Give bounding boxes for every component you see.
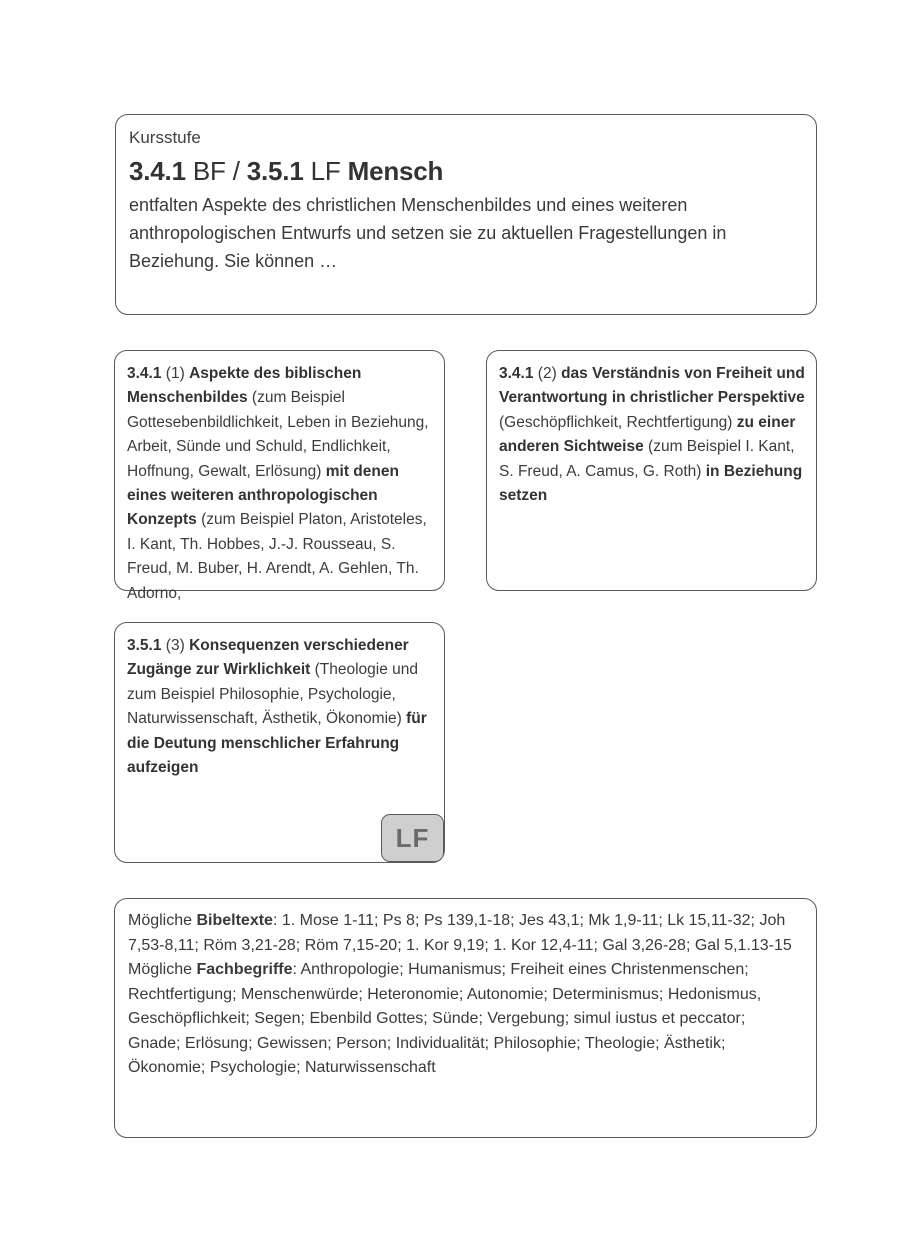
bible-list: : 1. Mose 1-11; Ps 8; Ps 139,1-18; Jes 43,1; Mk 1,9-11; Lk 15,11-32; Joh 7,53-8,11; Röm 3,21-28; Röm 7,15-20; 1. Kor 9,19; 1. Kor 12,4-11; Gal 3,26-28; Gal 5,1.13-15 (128, 912, 792, 954)
title-tag-lf: LF (310, 156, 341, 186)
footer-box (114, 898, 817, 1138)
lf-badge: LF (381, 814, 444, 862)
technical-terms (128, 958, 802, 1081)
competency-text: (zum Beispiel I. Kant, S. Freud, A. Camus, G. Roth) (499, 438, 795, 480)
course-level-label: Kursstufe (129, 128, 201, 147)
terms-list: : Anthropologie; Humanismus; Freiheit eines Christenmenschen; Rechtfertigung; Menschenwürde; Heteronomie; Autonomie; Determinismus; Hedonismus, Geschöpflichkeit; Segen; Ebenbild Gottes; Sünde; Vergebung; simul iustus et peccator; Gnade; Erlösung; Gewissen; Person; Individualität; Philosophie; Theologie; Ästhetik; Ökonomie; Psychologie; Naturwissenschaft (128, 961, 762, 1076)
competency-number: (3) (165, 637, 185, 654)
competency-bold: zu einer anderen Sichtweise (499, 413, 796, 456)
competency-bold: in Beziehung setzen (499, 462, 803, 505)
competency-bold: das Verständnis von Freiheit und Verantwortung in christlicher Perspektive (499, 365, 805, 407)
competency-box-341-1 (114, 350, 445, 602)
header-box (115, 114, 817, 315)
competency-box-351-3 (114, 622, 445, 863)
title-code-lf: 3.5.1 (246, 156, 304, 186)
bible-texts (128, 909, 802, 958)
title-tag-bf: BF / (192, 156, 240, 186)
competency-text: (Geschöpflichkeit, Rechtfertigung) (499, 413, 733, 431)
competency-number: (1) (165, 365, 185, 382)
bible-prefix: Mögliche (128, 912, 193, 929)
competency-box-341-2 (486, 350, 817, 591)
page-title (129, 153, 802, 189)
competency-code: 3.4.1 (499, 365, 534, 382)
terms-label: Fachbegriffe (196, 961, 293, 978)
competency-bold: Aspekte des biblischen Menschenbildes (127, 365, 362, 407)
terms-prefix: Mögliche (128, 961, 193, 978)
competency-text: (Theologie und zum Beispiel Philosophie, Psychologie, Naturwissenschaft, Ästhetik, Ökonomie) (127, 661, 419, 728)
competency-text: (zum Beispiel Gottesebenbildlichkeit, Leben in Beziehung, Arbeit, Sünde und Schuld, Endlichkeit, Hoffnung, Gewalt, Erlösung) (127, 389, 429, 480)
bible-label: Bibeltexte (196, 912, 273, 929)
competency-bold: für die Deutung menschlicher Erfahrung aufzeigen (127, 710, 427, 777)
competency-code: 3.4.1 (127, 365, 162, 382)
intro-text: entfalten Aspekte des christlichen Menschenbildes und eines weiteren anthropologischen Entwurfs und setzen sie zu aktuellen Fragestellungen in Beziehung. Sie können … (129, 195, 727, 271)
title-code-bf: 3.4.1 (129, 156, 186, 186)
competency-bold: Konsequenzen verschiedener Zugänge zur Wirklichkeit (127, 637, 409, 679)
title-subject: Mensch (347, 156, 444, 186)
competency-number: (2) (537, 365, 557, 382)
competency-text: (zum Beispiel Platon, Aristoteles, I. Kant, Th. Hobbes, J.-J. Rousseau, S. Freud, M. Buber, H. Arendt, A. Gehlen, Th. Adorno, (127, 511, 427, 602)
competency-bold: mit denen eines weiteren anthropologischen Konzepts (127, 462, 399, 529)
competency-code: 3.5.1 (127, 637, 162, 654)
